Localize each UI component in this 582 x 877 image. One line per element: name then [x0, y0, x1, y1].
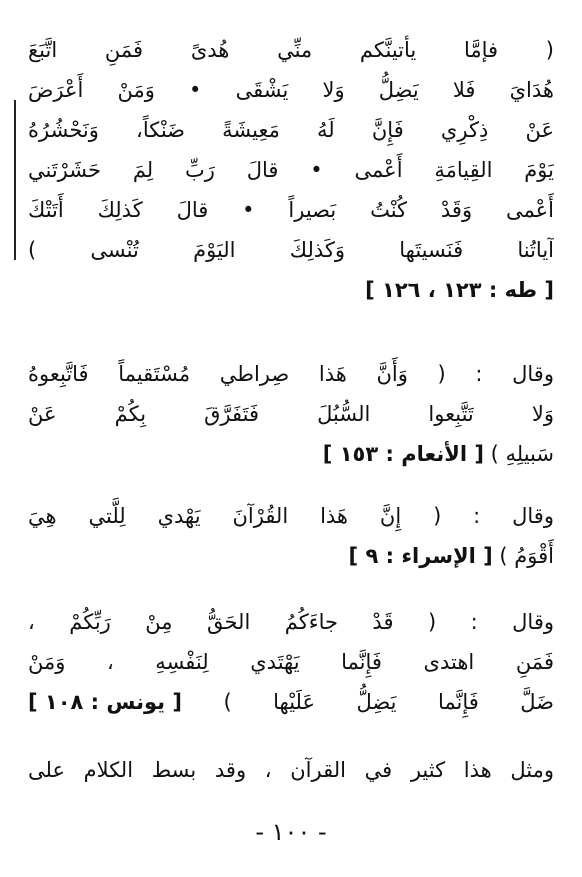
- text-line: وقال : ( وَأَنَّ هَذا صِراطي مُسْتَقيماً فَاتَّبِعوهُ: [28, 362, 554, 386]
- margin-mark: [14, 100, 16, 260]
- paragraph-taha: [28, 30, 554, 310]
- text-line: وقال : ( إِنَّ هَذا القُرْآنَ يَهْدي لِلَّتي هِيَ: [28, 504, 554, 528]
- text-line: أَعْمى وَقَدْ كُنْتُ بَصيراً • قالَ كَذلِكَ أَتَتْكَ: [28, 198, 554, 222]
- text-line: هُدَايَ فَلا يَضِلُّ وَلا يَشْقَى • وَمَنْ أَعْرَضَ: [28, 78, 554, 102]
- verse-reference: [ الأنعام : ١٥٣ ]: [322, 442, 484, 466]
- text-line: ومثل هذا كثير في القرآن ، وقد بسط الكلام على: [28, 758, 554, 782]
- text-line: وَلا تَتَّبِعوا السُّبُلَ فَتَفَرَّقَ بِكُمْ عَنْ: [28, 402, 554, 426]
- verse-reference: [ الإسراء : ٩ ]: [348, 544, 493, 568]
- text-line: عَنْ ذِكْرِي فَإِنَّ لَهُ مَعِيشَةً ضَنْكاً، وَنَحْشُرُهُ: [28, 118, 554, 142]
- verse-reference: [ طه : ١٢٣ ، ١٢٦ ]: [365, 278, 554, 302]
- verse-reference: [ يونس : ١٠٨ ]: [28, 690, 182, 714]
- text-line: يَوْمَ القِيامَةِ أَعْمى • قالَ رَبِّ لِمَ حَشَرْتَني: [28, 158, 554, 182]
- paragraph-anam: [28, 354, 554, 474]
- verse-ending: ضَلَّ فَإِنَّما يَضِلُّ عَلَيْها ): [223, 690, 554, 714]
- text-line: وقال : ( قَدْ جاءَكُمُ الحَقُّ مِنْ رَبِّكُمْ ،: [28, 610, 554, 634]
- text-line: آياتُنا فَنَسيتَها وَكَذلِكَ اليَوْمَ تُنْسى ): [28, 238, 554, 262]
- paragraph-isra: [28, 496, 554, 576]
- text-line: [28, 270, 554, 310]
- text-line: ( فإمَّا يأتينَّكم منِّي هُدىً فَمَنِ اتَّبَعَ: [28, 38, 554, 62]
- verse-ending: سَبيلِهِ ): [490, 442, 554, 466]
- text-line: [28, 434, 554, 474]
- text-line: [28, 536, 554, 576]
- text-line: [28, 682, 554, 722]
- paragraph-yunus: [28, 602, 554, 722]
- page-number: - ١٠٠ -: [255, 818, 327, 846]
- text-line: فَمَنِ اهتدى فَإِنَّما يَهْتَدي لِنَفْسِهِ ، وَمَنْ: [28, 650, 554, 674]
- paragraph-closing: [28, 750, 554, 790]
- verse-ending: أَقْوَمُ ): [499, 544, 554, 568]
